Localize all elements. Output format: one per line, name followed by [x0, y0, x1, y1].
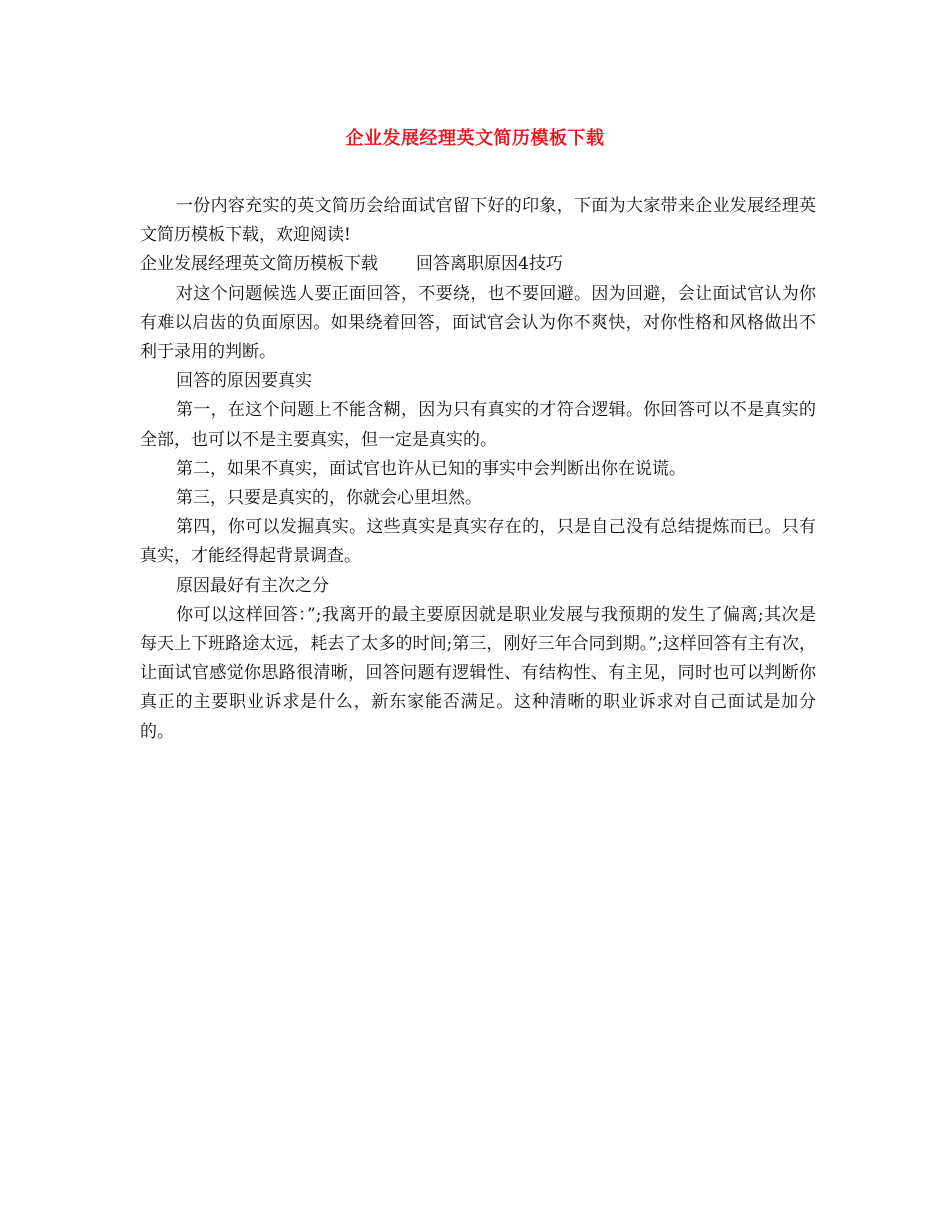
- intro-paragraph: 一份内容充实的英文简历会给面试官留下好的印象，下面为大家带来企业发展经理英文简历模板下载，欢迎阅读!: [140, 196, 816, 246]
- heading-primary-secondary: 原因最好有主次之分: [176, 575, 329, 596]
- subheading-line: [140, 250, 816, 279]
- document-title: 企业发展经理英文简历模板下载: [345, 128, 605, 149]
- document-body: [140, 192, 816, 747]
- paragraph-third: 第三，只要是真实的，你就会心里坦然。: [176, 488, 482, 509]
- subheading-left: 企业发展经理英文简历模板下载: [140, 254, 378, 275]
- heading-reasons-true: 回答的原因要真实: [176, 371, 312, 392]
- paragraph-sample-answer: 你可以这样回答：”;我离开的最主要原因就是职业发展与我预期的发生了偏离;其次是每天上下班路途太远，耗去了太多的时间;第三，刚好三年合同到期。”;这样回答有主有次，让面试官感觉你思路很清晰，回答问题有逻辑性、有结构性、有主见，同时也可以判断你真正的主要职业诉求是什么，新东家能否满足。这种清晰的职业诉求对自己面试是加分的。: [140, 604, 816, 742]
- paragraph-first: 第一，在这个问题上不能含糊，因为只有真实的才符合逻辑。你回答可以不是真实的全部，也可以不是主要真实，但一定是真实的。: [140, 400, 816, 450]
- paragraph-answer-directly: 对这个问题候选人要正面回答，不要绕，也不要回避。因为回避，会让面试官认为你有难以启齿的负面原因。如果绕着回答，面试官会认为你不爽快，对你性格和风格做出不利于录用的判断。: [140, 283, 816, 363]
- paragraph-second: 第二，如果不真实，面试官也许从已知的事实中会判断出你在说谎。: [176, 458, 686, 479]
- paragraph-fourth: 第四，你可以发掘真实。这些真实是真实存在的，只是自己没有总结提炼而已。只有真实，才能经得起背景调查。: [140, 517, 816, 567]
- subheading-right: 回答离职原因4技巧: [416, 254, 563, 275]
